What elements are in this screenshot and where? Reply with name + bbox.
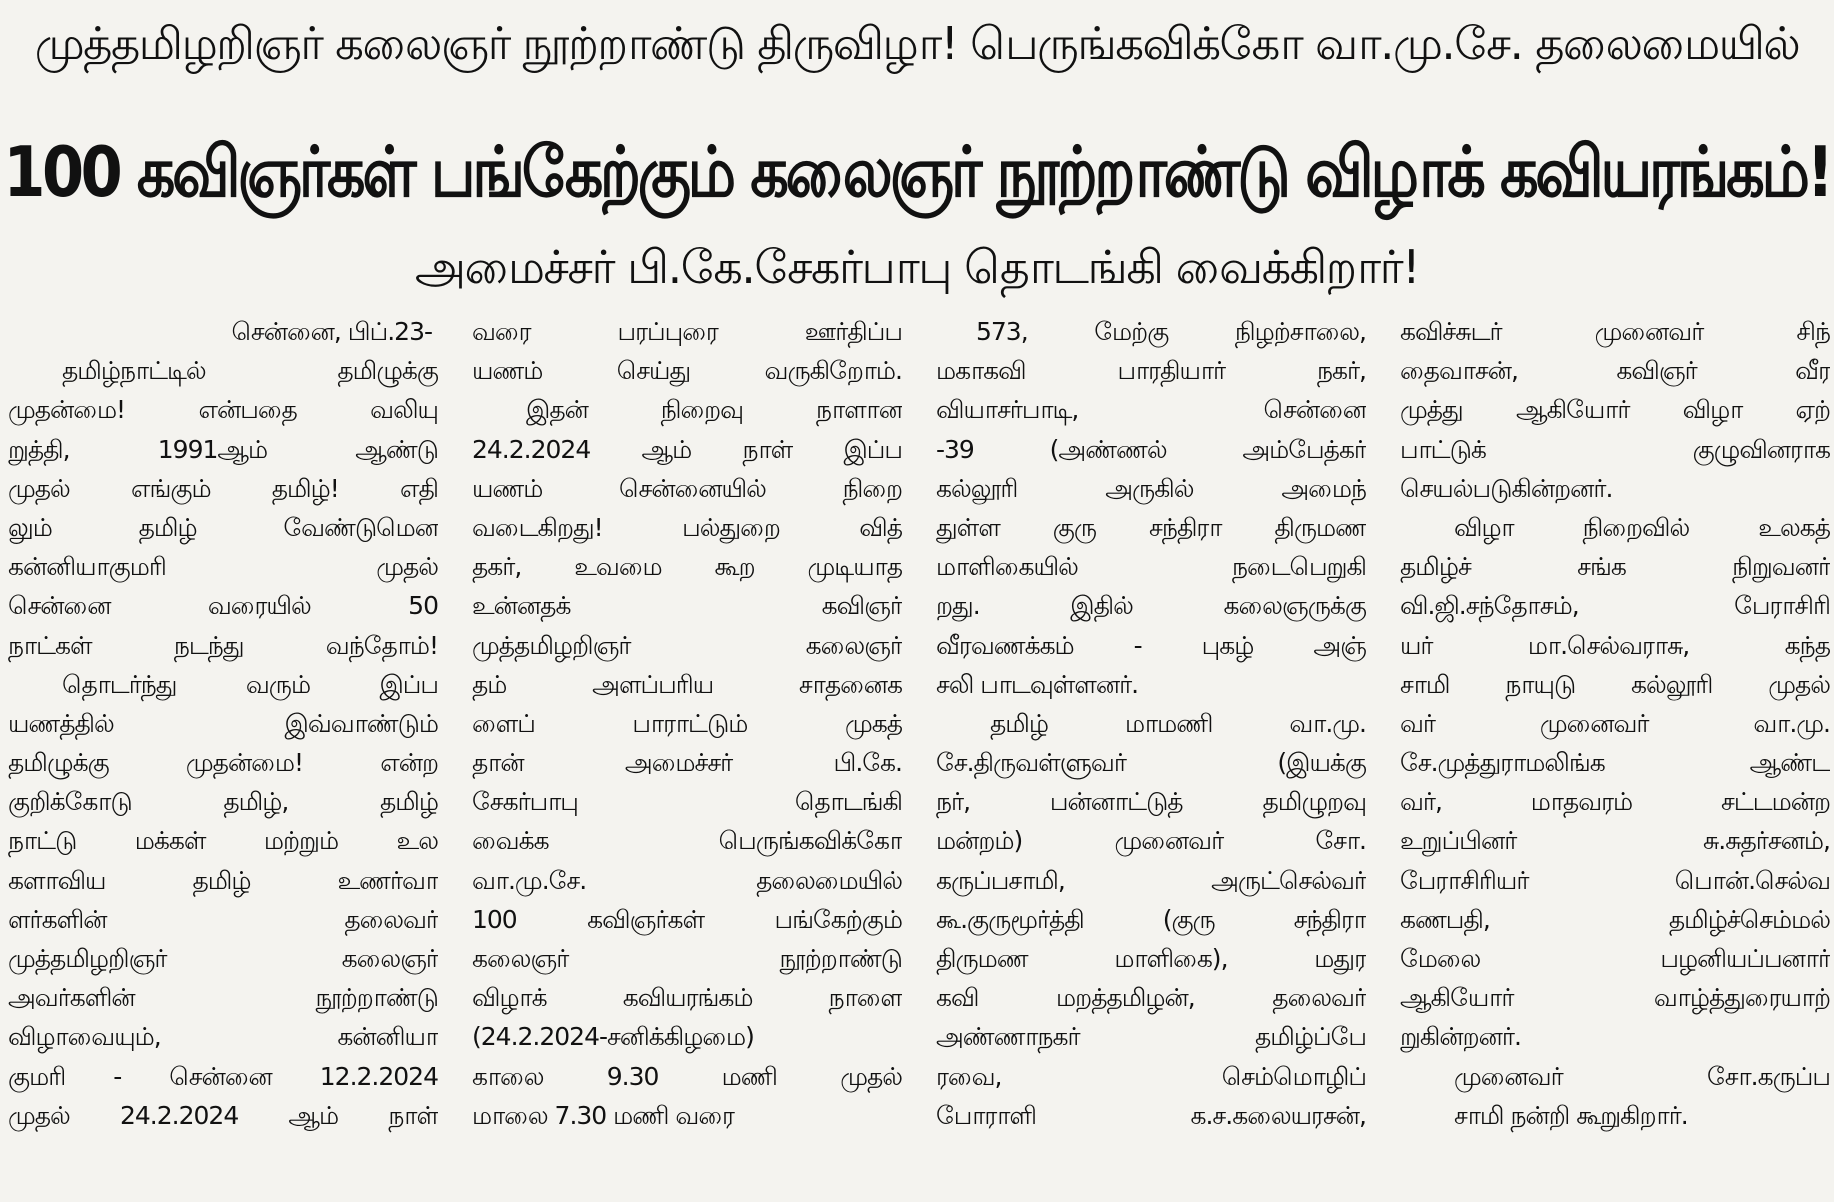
kicker-line: முத்தமிழறிஞர் கலைஞர் நூற்றாண்டு திருவிழா! பெருங்கவிக்கோ வா.மு.சே. தலைமையில் — [34, 17, 1800, 70]
article-line: விழாவையும், கன்னியா — [8, 1022, 438, 1052]
article-line: உன்னதக் கவிஞர் — [472, 591, 902, 621]
article-line: கவி மறத்தமிழன், தலைவர் — [936, 983, 1366, 1013]
article-line: வைக்க பெருங்கவிக்கோ — [472, 826, 902, 856]
article-line: விழாக் கவியரங்கம் நாளை — [472, 983, 902, 1013]
article-line: போராளி க.ச.கலையரசன், — [936, 1100, 1366, 1130]
article-line: அண்ணாநகர் தமிழ்ப்பே — [936, 1022, 1366, 1052]
article-line: சாமி நன்றி கூறுகிறார். — [1454, 1100, 1688, 1130]
subheadline: அமைச்சர் பி.கே.சேகர்பாபு தொடங்கி வைக்கிறார்! — [414, 240, 1420, 294]
article-line: 24.2.2024 ஆம் நாள் இப்ப — [472, 434, 902, 464]
article-line: மாளிகையில் நடைபெறுகி — [936, 552, 1366, 582]
article-line: முத்தமிழறிஞர் கலைஞர் — [472, 630, 902, 660]
article-line: முனைவர் சோ.கருப்ப — [1454, 1061, 1830, 1091]
article-line: தகர், உவமை கூற முடியாத — [472, 552, 902, 582]
article-line: முத்தமிழறிஞர் கலைஞர் — [8, 944, 438, 973]
article-body — [8, 312, 1830, 1202]
article-column-2 — [472, 312, 902, 1202]
article-column-4 — [1400, 312, 1830, 1202]
article-line: 573, மேற்கு நிழற்சாலை, — [976, 317, 1366, 346]
article-line: காலை 9.30 மணி முதல் — [472, 1061, 902, 1091]
article-line: யணம் செய்து வருகிறோம். — [472, 356, 902, 386]
article-line: அவர்களின் நூற்றாண்டு — [8, 983, 438, 1013]
article-line: நாட்டு மக்கள் மற்றும் உல — [8, 826, 438, 856]
article-line: தமிழ் மாமணி வா.மு. — [990, 708, 1366, 738]
article-line: கலைஞர் நூற்றாண்டு — [472, 944, 902, 973]
article-line: நர், பன்னாட்டுத் தமிழுறவு — [936, 787, 1366, 817]
article-line: களாவிய தமிழ் உணர்வா — [8, 865, 438, 895]
article-line: ஆகியோர் வாழ்த்துரையாற் — [1400, 983, 1830, 1013]
article-line: கருப்பசாமி, அருட்செல்வர் — [936, 865, 1366, 895]
article-line: வர், மாதவரம் சட்டமன்ற — [1400, 787, 1830, 817]
article-line: ளைப் பாராட்டும் முகத் — [472, 708, 902, 738]
article-line: வா.மு.சே. தலைமையில் — [472, 865, 902, 895]
article-line: இதன் நிறைவு நாளான — [526, 395, 902, 425]
article-line: வீரவணக்கம் - புகழ் அஞ் — [936, 630, 1366, 660]
article-line: ளர்களின் தலைவர் — [8, 904, 438, 934]
article-line: றுத்தி, 1991ஆம் ஆண்டு — [8, 434, 438, 464]
article-line: வி.ஜி.சந்தோசம், பேராசிரி — [1400, 591, 1830, 621]
article-line: தான் அமைச்சர் பி.கே. — [472, 748, 902, 778]
article-line: கவிச்சுடர் முனைவர் சிந் — [1400, 317, 1830, 346]
article-line: பாட்டுக் குழுவினராக — [1400, 434, 1830, 464]
article-line: தமிழ்நாட்டில் தமிழுக்கு — [62, 356, 438, 386]
article-line: முத்து ஆகியோர் விழா ஏற் — [1400, 395, 1830, 425]
article-line: தொடர்ந்து வரும் இப்ப — [62, 669, 438, 699]
article-line: சாமி நாயுடு கல்லூரி முதல் — [1400, 669, 1830, 699]
article-line: குறிக்கோடு தமிழ், தமிழ் — [8, 787, 438, 817]
article-line: சலி பாடவுள்ளனர். — [936, 669, 1139, 699]
article-line: சென்னை, பிப்.23- — [231, 317, 432, 346]
headline: 100 கவிஞர்கள் பங்கேற்கும் கலைஞர் நூற்றாண்டு விழாக் கவியரங்கம்! — [3, 132, 1831, 214]
article-line: லும் தமிழ் வேண்டுமென — [8, 512, 438, 542]
article-line: தமிழுக்கு முதன்மை! என்ற — [8, 748, 438, 778]
article-line: திருமண மாளிகை), மதுர — [936, 944, 1366, 973]
article-line: சென்னை வரையில் 50 — [8, 591, 438, 621]
article-line: முதன்மை! என்பதை வலியு — [8, 395, 438, 425]
article-line: குமரி - சென்னை 12.2.2024 — [8, 1061, 438, 1091]
article-line: கன்னியாகுமரி முதல் — [8, 552, 438, 582]
article-line: றுகின்றனர். — [1400, 1022, 1521, 1052]
article-line: வரை பரப்புரை ஊர்திப்ப — [472, 317, 902, 346]
article-line: செயல்படுகின்றனர். — [1400, 473, 1613, 503]
article-line: 100 கவிஞர்கள் பங்கேற்கும் — [472, 904, 902, 934]
article-line: மேலை பழனியப்பனார் — [1400, 944, 1830, 973]
article-line: முதல் 24.2.2024 ஆம் நாள் — [8, 1100, 438, 1130]
article-line: வர் முனைவர் வா.மு. — [1400, 708, 1830, 738]
article-line: மாலை 7.30 மணி வரை — [472, 1100, 734, 1130]
article-line: சே.திருவள்ளுவர் (இயக்கு — [936, 748, 1366, 778]
article-line: வியாசர்பாடி, சென்னை — [936, 395, 1366, 425]
article-line: துள்ள குரு சந்திரா திருமண — [936, 512, 1366, 542]
article-line: யணம் சென்னையில் நிறை — [472, 473, 902, 503]
article-line: முதல் எங்கும் தமிழ்! எதி — [8, 473, 438, 503]
article-line: -39 (அண்ணல் அம்பேத்கர் — [936, 434, 1366, 464]
article-line: கணபதி, தமிழ்ச்செம்மல் — [1400, 904, 1830, 934]
article-line: வடைகிறது! பல்துறை வித் — [472, 512, 902, 542]
article-line: ரவை, செம்மொழிப் — [936, 1061, 1366, 1091]
article-line: பேராசிரியர் பொன்.செல்வ — [1400, 865, 1830, 895]
article-line: (24.2.2024-சனிக்கிழமை) — [472, 1022, 754, 1052]
article-line: றது. இதில் கலைஞருக்கு — [936, 591, 1366, 621]
article-line: சேகர்பாபு தொடங்கி — [472, 787, 902, 817]
article-line: கல்லூரி அருகில் அமைந் — [936, 473, 1366, 503]
article-line: தமிழ்ச் சங்க நிறுவனர் — [1400, 552, 1830, 582]
article-column-3 — [936, 312, 1366, 1202]
article-line: தைவாசன், கவிஞர் வீர — [1400, 356, 1830, 386]
article-line: மன்றம்) முனைவர் சோ. — [936, 826, 1366, 856]
article-line: நாட்கள் நடந்து வந்தோம்! — [8, 630, 438, 660]
article-column-1 — [8, 312, 438, 1202]
article-line: மகாகவி பாரதியார் நகர், — [936, 356, 1366, 386]
article-line: தம் அளப்பரிய சாதனைக — [472, 669, 902, 699]
article-line: யர் மா.செல்வராசு, கந்த — [1400, 630, 1830, 660]
article-line: யணத்தில் இவ்வாண்டும் — [8, 708, 438, 738]
article-line: உறுப்பினர் சு.சுதர்சனம், — [1400, 826, 1830, 856]
article-line: கூ.குருமூர்த்தி (குரு சந்திரா — [936, 904, 1366, 934]
article-line: சே.முத்துராமலிங்க ஆண்ட — [1400, 748, 1830, 778]
article-line: விழா நிறைவில் உலகத் — [1454, 512, 1830, 542]
